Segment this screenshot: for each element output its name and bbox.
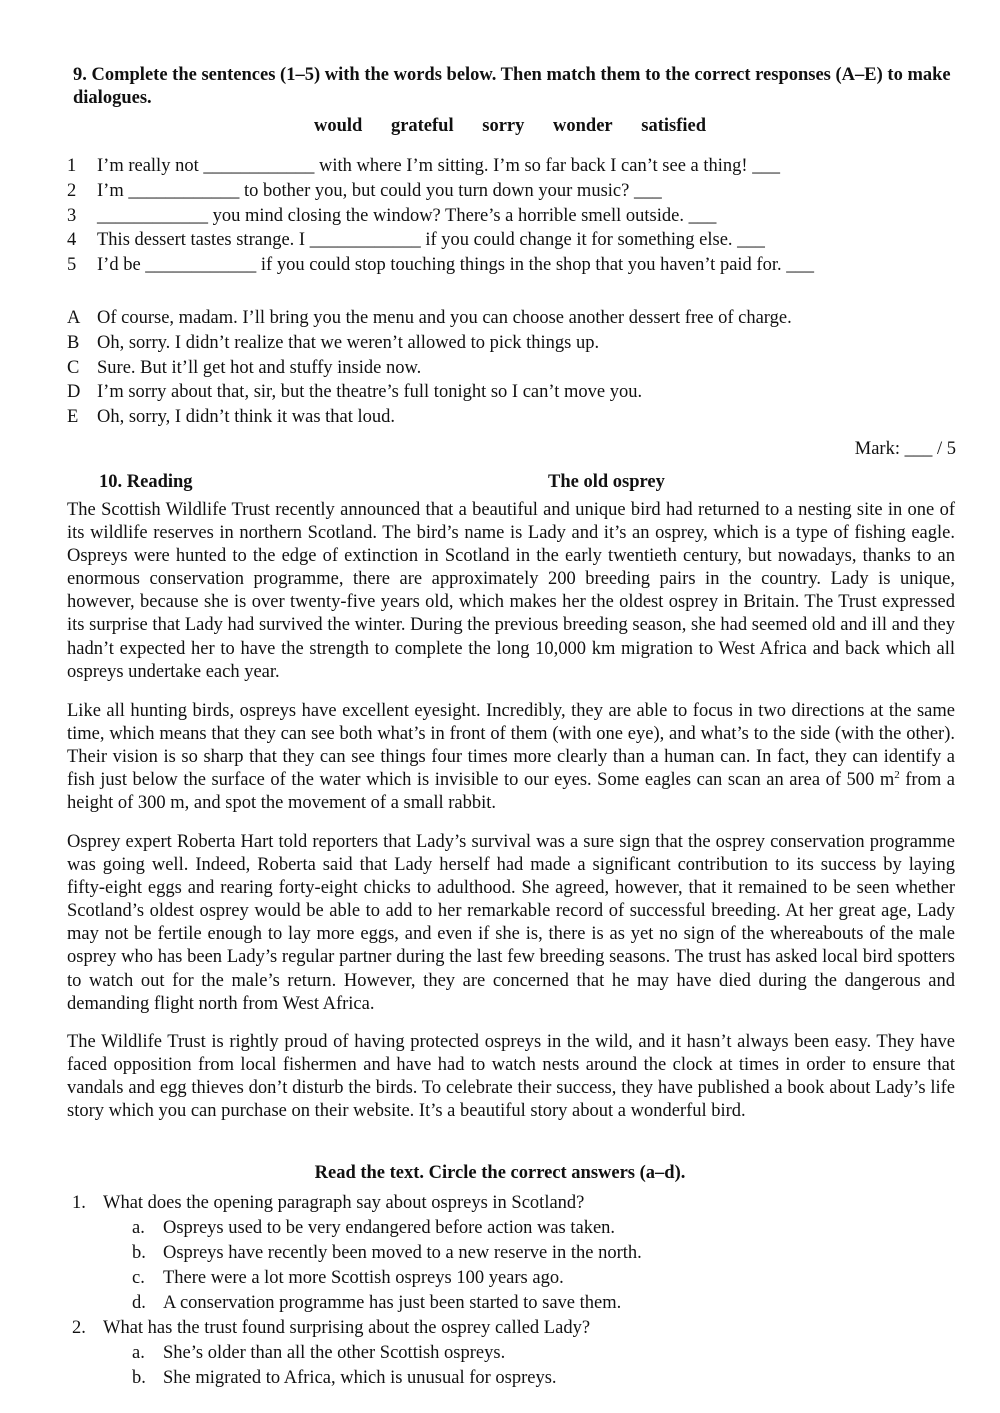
sentence-text: ____________ you mind closing the window? There’s a horrible smell outside. ___ xyxy=(97,205,717,226)
question-text: What has the trust found surprising about the osprey called Lady? xyxy=(103,1318,591,1338)
word: sorry xyxy=(482,116,525,136)
answer-option[interactable] xyxy=(72,1366,972,1391)
response-text: Oh, sorry. I didn’t realize that we weren’t allowed to pick things up. xyxy=(97,332,600,353)
instruction: Read the text. Circle the correct answers (a–d). xyxy=(314,1163,686,1183)
item-number: 1 xyxy=(67,156,77,176)
option-letter: a. xyxy=(132,1343,145,1363)
item-number: 4 xyxy=(67,230,77,251)
sentence-item xyxy=(67,253,967,278)
reading-title: The old osprey xyxy=(548,472,665,492)
item-letter: E xyxy=(67,407,79,428)
sentence-text: I’m really not ____________ with where I’m sitting. I’m so far back I can’t see a thing! ___ xyxy=(97,156,780,176)
option-text: There were a lot more Scottish ospreys 100 years ago. xyxy=(163,1268,564,1288)
item-number: 2 xyxy=(67,180,77,201)
option-letter: d. xyxy=(132,1293,146,1313)
paragraph-1: The Scottish Wildlife Trust recently announced that a beautiful and unique bird had returned to a nesting site in one of its wildlife reserves in northern Scotland. The bird’s name is Lady and it’s an osprey, which is a type of fishing eagle. Ospreys were hunted to the edge of extinction in Scotland in the early twentieth century, but nowadays, thanks to an enormous conservation programme, there are approximately 200 breeding pairs in the country. Lady is unique, however, because she is over twenty-five years old, which makes her the oldest osprey in Britain. The Trust expressed its surprise that Lady had survived the winter. During the previous breeding season, she had seemed old and ill and they hadn’t expected her to have the strength to complete the long 10,000 km migration to West Africa and back which all ospreys undertake each year. xyxy=(67,500,955,682)
question-number: 2. xyxy=(72,1318,86,1338)
question xyxy=(72,1316,972,1341)
response-item xyxy=(67,306,967,331)
mark-field: Mark: ___ / 5 xyxy=(854,439,956,459)
sentence-text: This dessert tastes strange. I ____________ if you could change it for something else. ___ xyxy=(97,230,765,251)
option-text: She migrated to Africa, which is unusual for ospreys. xyxy=(163,1368,557,1388)
response-list xyxy=(67,306,967,430)
sentence-text: I’m ____________ to bother you, but could you turn down your music? ___ xyxy=(97,180,662,201)
paragraph-4: The Wildlife Trust is rightly proud of having protected ospreys in the wild, and it hasn’t always been easy. They have faced opposition from local fishermen and have had to watch nests around the clock at times in order to ensure that vandals and egg thieves don’t disturb the birds. To celebrate their success, they have published a book about Lady’s life story which you can purchase on their website. It’s a beautiful story about a wonderful bird. xyxy=(67,1032,955,1122)
response-item xyxy=(67,356,967,381)
superscript: 2 xyxy=(894,769,900,782)
item-number: 5 xyxy=(67,255,77,276)
paragraph-3: Osprey expert Roberta Hart told reporters that Lady’s survival was a sure sign that the osprey conservation programme was going well. Indeed, Roberta said that Lady herself had made a significant contribution to its success by laying fifty-eight eggs and rearing forty-eight chicks to adulthood. She agreed, however, that it remained to be seen whether Scotland’s oldest osprey would be able to add to her remarkable record of successful breeding. At her great age, Lady may not be fertile enough to lay more eggs, and even if she is, there is as yet no sign of the whereabouts of the male osprey who has been Lady’s regular partner during the last few breeding seasons. The trust has asked local bird spotters to watch out for the male’s return. However, they are concerned that he may have died during the dangerous and demanding flight north from West Africa. xyxy=(67,832,955,1014)
response-text: Sure. But it’ll get hot and stuffy inside now. xyxy=(97,357,422,378)
option-letter: a. xyxy=(132,1218,145,1238)
item-number: 3 xyxy=(67,205,77,226)
sentence-list xyxy=(67,154,967,278)
response-item xyxy=(67,380,967,405)
question-list xyxy=(72,1191,972,1391)
reading-heading: 10. Reading xyxy=(99,472,193,492)
word-bank xyxy=(0,116,1000,137)
response-item xyxy=(67,405,967,430)
answer-option[interactable] xyxy=(72,1241,972,1266)
sentence-item xyxy=(67,154,967,179)
item-letter: D xyxy=(67,382,81,403)
option-text: She’s older than all the other Scottish ospreys. xyxy=(163,1343,506,1363)
option-text: Ospreys used to be very endangered before action was taken. xyxy=(163,1218,616,1238)
paragraph-2 xyxy=(67,700,955,815)
option-letter: c. xyxy=(132,1268,145,1288)
question-text: What does the opening paragraph say about ospreys in Scotland? xyxy=(103,1193,585,1213)
response-text: Of course, madam. I’ll bring you the menu and you can choose another dessert free of charge. xyxy=(97,308,792,328)
paragraph-2-end: from a height of 300 m, and spot the movement of a small rabbit. xyxy=(67,770,955,814)
answer-option[interactable] xyxy=(72,1341,972,1366)
word: grateful xyxy=(390,116,454,136)
response-item xyxy=(67,331,967,356)
sentence-text: I’d be ____________ if you could stop touching things in the shop that you haven’t paid for. ___ xyxy=(97,255,814,276)
answer-option[interactable] xyxy=(72,1266,972,1291)
answer-option[interactable] xyxy=(72,1216,972,1241)
exercise-9-title: 9. Complete the sentences (1–5) with the words below. Then match them to the correct responses (A–E) to make dialogues. xyxy=(73,65,951,108)
word: satisfied xyxy=(641,116,706,136)
sentence-item xyxy=(67,228,967,253)
question xyxy=(72,1191,972,1216)
sentence-item xyxy=(67,179,967,204)
word: would xyxy=(313,116,363,136)
item-letter: B xyxy=(67,332,80,353)
item-letter: A xyxy=(67,308,81,328)
response-text: I’m sorry about that, sir, but the theatre’s full tonight so I can’t move you. xyxy=(97,382,643,403)
option-letter: b. xyxy=(132,1368,146,1388)
word: wonder xyxy=(553,116,613,136)
option-text: Ospreys have recently been moved to a new reserve in the north. xyxy=(163,1243,642,1263)
option-text: A conservation programme has just been started to save them. xyxy=(163,1293,622,1313)
question-number: 1. xyxy=(72,1193,86,1213)
paragraph-2-text: Like all hunting birds, ospreys have excellent eyesight. Incredibly, they are able to focus in two directions at the same time, which means that they can see both what’s in front of them (with one eye), and what’s to the side (with the other). Their vision is so sharp that they can see things four times more clearly than a human can. In fact, they can identify a fish just below the surface of the water which is invisible to our eyes. Some eagles can scan an area of 500 m xyxy=(67,701,955,791)
option-letter: b. xyxy=(132,1243,146,1263)
sentence-item xyxy=(67,204,967,229)
response-text: Oh, sorry, I didn’t think it was that loud. xyxy=(97,407,396,428)
item-letter: C xyxy=(67,357,80,378)
answer-option[interactable] xyxy=(72,1291,972,1316)
